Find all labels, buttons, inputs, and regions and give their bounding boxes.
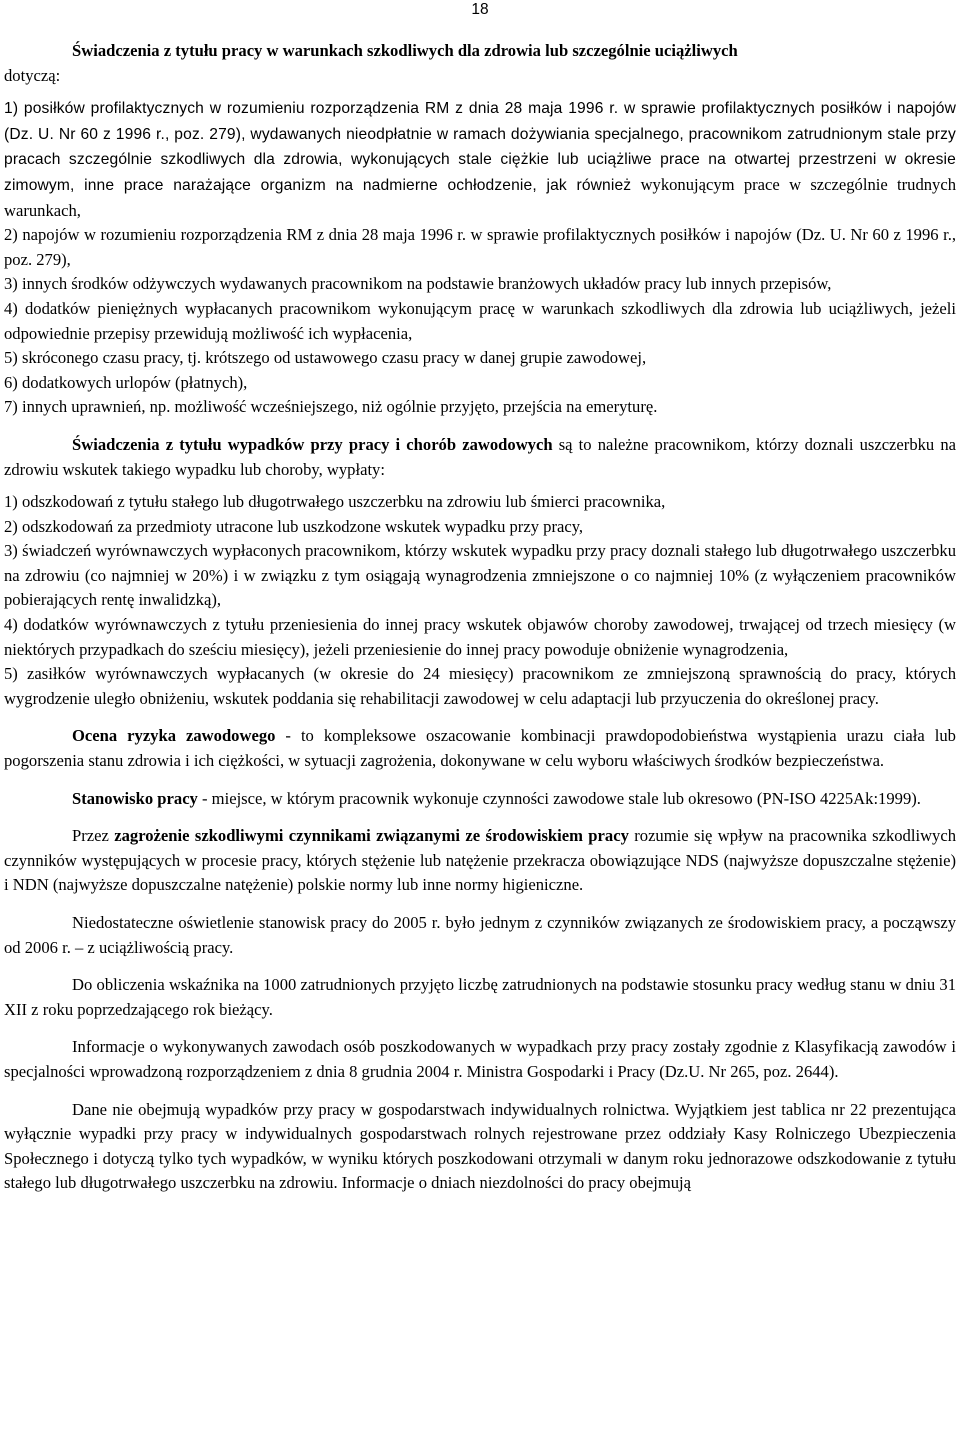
list-item: 1) posiłków profilaktycznych w rozumieniu rozporządzenia RM z dnia 28 maja 1996 r. w sprawie profilaktycznych posiłków i napojów (Dz. U. Nr 60 z 1996 r., poz. 279), wydawanych nieodpłatnie w ramach dożywiania specjalnego, pracownikom zatrudnionym stale przy pracach szczególnie szkodliwych dla zdrowia, wykonujących stale ciężkie lub uciążliwe prace na otwartej przestrzeni w okresie zimowym, inne prace narażające organizm na nadmierne ochłodzenie, jak również wykonującym prace w szczególnie trudnych warunkach,	[4, 100, 957, 220]
list-item: 7) innych uprawnień, np. możliwość wcześniejszego, niż ogólnie przyjęto, przejścia na emeryturę.	[4, 397, 658, 417]
paragraph-hazards: Przez zagrożenie szkodliwymi czynnikami związanymi ze środowiskiem pracy rozumie się wpływ na pracownika szkodliwych czynników występujących w procesie pracy, których stężenie lub natężenie przekracza obowiązujące NDS (najwyższe dopuszczalne stężenie) i NDN (najwyższe dopuszczalne natężenie) polskie normy lub inne normy higieniczne.	[4, 826, 957, 895]
list-item: 5) zasiłków wyrównawczych wypłacanych (w okresie do 24 miesięcy) pracownikom ze zmniejszoną sprawnością do pracy, których wygrodzenie uległo obniżeniu, wskutek poddania się rehabilitacji zawodowej w celu adaptacji lub przyuczenia do określonej pracy.	[4, 664, 956, 708]
list-item: 2) odszkodowań za przedmioty utracone lub uszkodzone wskutek wypadku przy pracy,	[4, 516, 584, 536]
paragraph-occupation-info: Informacje o wykonywanych zawodach osób poszkodowanych w wypadkach przy pracy zostały zgodnie z Klasyfikacją zawodów i specjalności wprowadzoną rozporządzeniem z dnia 8 grudnia 2004 r. Ministra Gospodarki i Pracy (Dz.U. Nr 265, poz. 2644).	[4, 1037, 956, 1081]
paragraph-data-scope: Dane nie obejmują wypadków przy pracy w gospodarstwach indywidualnych rolnictwa. Wyjątkiem jest tablica nr 22 prezentująca wyłącznie wypadki przy pracy w indywidualnych gospodarstwach rolnych rejestrowane przez oddziały Kasy Rolniczego Ubezpieczenia Społecznego i dotyczą tylko tych wypadków, w wyniku których poszkodowani otrzymali w danym roku jednorazowe odszkodowanie z tytułu stałego lub długotrwałego uszczerbku na zdrowiu. Informacje o dniach niezdolności do pracy obejmują	[4, 1099, 956, 1193]
list-item: 6) dodatkowych urlopów (płatnych),	[4, 372, 248, 392]
paragraph-risk-assessment: Ocena ryzyka zawodowego - to kompleksowe oszacowanie kombinacji prawdopodobieństwa wystąpienia urazu ciała lub pogorszenia stanu zdrowia i ich ciężkości, w sytuacji zagrożenia, dokonywane w celu wyboru właściwych środków bezpieczeństwa.	[4, 726, 956, 771]
list-item: 1) odszkodowań z tytułu stałego lub długotrwałego uszczerbku na zdrowiu lub śmierci pracownika,	[4, 492, 666, 512]
list-item: 3) innych środków odżywczych wydawanych pracownikom na podstawie branżowych układów pracy lub innych przepisów,	[4, 274, 832, 294]
paragraph-lighting: Niedostateczne oświetlenie stanowisk pracy do 2005 r. było jednym z czynników związanych ze środowiskiem pracy, a począwszy od 2006 r. – z uciążliwością pracy.	[4, 913, 956, 957]
bold-term: Ocena ryzyka zawodowego	[72, 726, 276, 746]
page-content	[4, 39, 956, 1196]
bold-term: zagrożenie szkodliwymi czynnikami związanymi ze środowiskiem pracy	[114, 826, 629, 846]
heading-rest-text: dotyczą:	[4, 65, 61, 85]
list-item: 4) dodatków wyrównawczych z tytułu przeniesienia do innej pracy wskutek objawów choroby zawodowej, trwającej od trzech miesięcy (w niektórych przypadkach do sześciu miesięcy), jeżeli przeniesienie do innej pracy powoduje obniżenie wynagrodzenia,	[4, 615, 956, 659]
list-item: 4) dodatków pieniężnych wypłacanych pracownikom wykonującym pracę w warunkach szkodliwych dla zdrowia lub uciążliwych, jeżeli odpowiednie przepisy przewidują możliwość ich wypłacenia,	[4, 298, 956, 343]
list-item: 3) świadczeń wyrównawczych wypłaconych pracownikom, którzy wskutek wypadku przy pracy doznali stałego lub długotrwałego uszczerbku na zdrowiu (co najmniej w 20%) i w związku z tym osiągają wynagrodzenia zmniejszone o co najmniej 10% (z wyłączeniem pracowników pobierających rentę inwalidzką),	[4, 541, 956, 610]
occupational-benefits-list	[4, 96, 956, 420]
list-item: 2) napojów w rozumieniu rozporządzenia RM z dnia 28 maja 1996 r. w sprawie profilaktycznych posiłków i napojów (Dz. U. Nr 60 z 1996 r., poz. 279),	[4, 225, 956, 269]
heading-occupational-benefits	[4, 39, 956, 88]
page-number: 18	[471, 1, 489, 18]
list-item: 5) skróconego czasu pracy, tj. krótszego od ustawowego czasu pracy w danej grupie zawodowej,	[4, 348, 647, 368]
paragraph-rate-calculation: Do obliczenia wskaźnika na 1000 zatrudnionych przyjęto liczbę zatrudnionych na podstawie stosunku pracy według stanu w dniu 31 XII z roku poprzedzającego rok bieżący.	[4, 975, 956, 1019]
bold-term: Stanowisko pracy	[72, 788, 198, 808]
paragraph-workstation: Stanowisko pracy - miejsce, w którym pracownik wykonuje czynności zawodowe stale lub okresowo (PN-ISO 4225Ak:1999).	[72, 788, 921, 808]
bold-term: Świadczenia z tytułu wypadków przy pracy i chorób zawodowych	[72, 434, 553, 454]
heading-bold-text: Świadczenia z tytułu pracy w warunkach szkodliwych dla zdrowia lub szczególnie uciążliwych	[72, 41, 738, 60]
accident-benefits-list	[4, 490, 956, 711]
paragraph-accident-benefits: Świadczenia z tytułu wypadków przy pracy i chorób zawodowych są to należne pracownikom, którzy doznali uszczerbku na zdrowiu wskutek takiego wypadku lub choroby, wypłaty:	[4, 434, 957, 479]
